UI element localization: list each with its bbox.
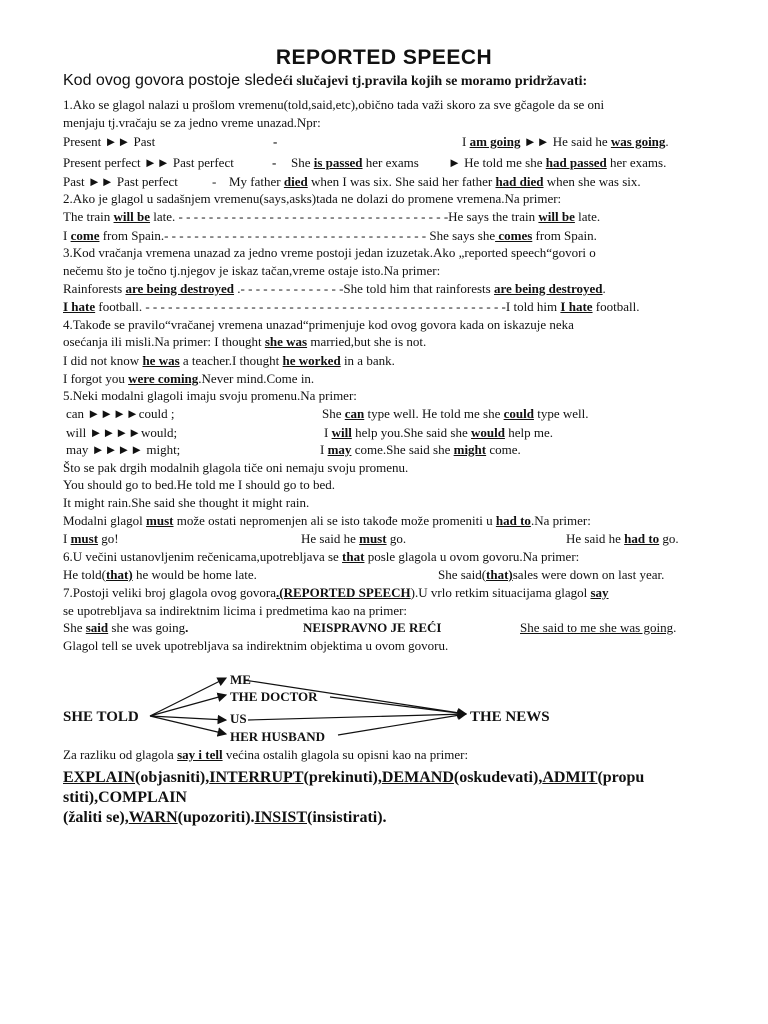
rule7-example-1: She said she was going. [63, 620, 189, 635]
outro-line1: Za razliku od glagola say i tell većina ostalih glagola su opisni kao na primer: [63, 747, 469, 762]
outro-line3: stiti),COMPLAIN [63, 789, 187, 806]
rule5-line8: Modalni glagol must može ostati nepromenjen ali se isto takođe može promeniti u had to.Na primer: [63, 513, 591, 528]
rule3-line1: 3.Kod vračanja vremena unazad za jedno vreme postoji jedan izuzetak.Ako „reported speech“govori o [63, 245, 596, 260]
arrow-to-doctor [150, 695, 226, 716]
rule5-line7: It might rain.She said she thought it might rain. [63, 495, 310, 510]
can-example: She can type well. He told me she could type well. [322, 406, 589, 421]
intro-sans: Kod ovog govora postoje slede [63, 72, 283, 89]
intro-serif: ći slučajevi tj.pravila kojih se moramo pridržavati: [282, 74, 588, 89]
rule7-line4: Glagol tell se uvek upotrebljava sa indirektnim objektima u ovom govoru. [63, 638, 449, 653]
rule2-spain: I come from Spain.- - - - - - - - - - - - - - - - - - - - - - - - - - - - - - - - - - - She says she comes from Spain. [63, 228, 597, 243]
present-example: I am going ►► He said he was going. [462, 134, 669, 149]
object-husband: HER HUSBAND [230, 729, 325, 744]
must-example-2: He said he must go. [301, 531, 407, 546]
the-news-label: THE NEWS [470, 709, 550, 725]
rule6-example-2: She said(that)sales were down on last year. [438, 567, 665, 582]
past-example: My father died when I was six. She said her father had died when she was six. [229, 174, 641, 189]
diagram-arrows [0, 668, 768, 748]
rule6-example-1: He told(that) he would be home late. [63, 567, 257, 582]
perfect-dash: - [272, 155, 277, 170]
past-dash: - [212, 174, 217, 189]
rule4-line2: osećanja ili misli.Na primer: I thought she was married,but she is not. [63, 334, 427, 349]
rule5-line5: Što se pak drgih modalnih glagola tiče oni nemaju svoju promenu. [63, 460, 409, 475]
outro-line2: EXPLAIN(objasniti),INTERRUPT(prekinuti),DEMAND(oskudevati),ADMIT(propu [63, 769, 645, 786]
she-told-label: SHE TOLD [63, 709, 139, 725]
rule7-line1: 7.Postoji veliki broj glagola ovog govora.(REPORTED SPEECH).U vrlo retkim situacijama glagol say [63, 585, 609, 600]
rule5-line6: You should go to bed.He told me I should go to bed. [63, 477, 336, 492]
present-perfect-label: Present perfect ►► Past perfect [63, 155, 234, 170]
rule2-train: The train will be late. - - - - - - - - - - - - - - - - - - - - - - - - - - - - - - - - - - - -He says the train will be late. [63, 209, 601, 224]
must-example-3: He said he had to go. [566, 531, 679, 546]
rule2-line1: 2.Ako je glagol u sadašnjem vremenu(says,asks)tada ne dolazi do promene vremena.Na primer: [63, 191, 562, 206]
rule3-rainforests: Rainforests are being destroyed .- - - - - - - - - - - - - -She told him that rainforests are being destroyed. [63, 281, 606, 296]
rule6-line1: 6.U večini ustanovljenim rečenicama,upotrebljava se that posle glagola u ovom govoru.Na primer: [63, 549, 580, 564]
arrow-to-us [150, 716, 226, 720]
rule3-football: I hate football. - - - - - - - - - - - - - - - - - - - - - - - - - - - - - - - - - - - - - - - - - - - - - - - -I told him I hate football. [63, 299, 640, 314]
rule4-line3: I did not know he was a teacher.I thought he worked in a bank. [63, 353, 395, 368]
rule4-line1: 4.Takođe se pravilo“vračanej vremena unazad“primenjuje kod ovog govora kada on iskazuje neka [63, 317, 574, 332]
past-label: Past ►► Past perfect [63, 174, 178, 189]
object-doctor: THE DOCTOR [230, 689, 318, 704]
incorrect-label: NEISPRAVNO JE REĆI [303, 620, 442, 635]
perfect-example-1: She is passed her exams [291, 155, 419, 170]
object-us: US [230, 711, 247, 726]
arrow-to-me [150, 678, 226, 716]
will-example: I will help you.She said she would help me. [324, 425, 553, 440]
page-title: REPORTED SPEECH [275, 46, 493, 69]
tell-diagram [0, 668, 768, 748]
intro-line [63, 73, 587, 90]
must-example-1: I must go! [63, 531, 119, 546]
object-me: ME [230, 672, 251, 687]
present-tense-label: Present ►► Past [63, 134, 156, 149]
rule4-line4: I forgot you were coming.Never mind.Come in. [63, 371, 315, 386]
rule5-line1: 5.Neki modalni glagoli imaju svoju promenu.Na primer: [63, 388, 357, 403]
rule7-example-2: She said to me she was going. [520, 620, 677, 635]
can-label: can ►►►►could ; [66, 406, 175, 421]
may-example: I may come.She said she might come. [320, 442, 521, 457]
rule1-line2: menjaju tj.vračaju se za jedno vreme unazad.Npr: [63, 115, 321, 130]
rule7-line2: se upotrebljava sa indirektnim licima i predmetima kao na primer: [63, 603, 408, 618]
arrow-to-husband [150, 716, 226, 734]
perfect-example-2: ► He told me she had passed her exams. [448, 155, 667, 170]
arrow-doctor-news [330, 697, 466, 714]
rule3-line2: nečemu što je točno tj.njegov je iskaz tačan,vreme ostaje isto.Na primer: [63, 263, 441, 278]
may-label: may ►►►► might; [66, 442, 181, 457]
present-dash: - [273, 134, 278, 149]
will-label: will ►►►►would; [66, 425, 178, 440]
rule1-line1: 1.Ako se glagol nalazi u prošlom vremenu(told,said,etc),obično tada važi skoro za sve gčagole da se oni [63, 97, 605, 112]
outro-line4: (žaliti se),WARN(upozoriti).INSIST(insistirati). [63, 809, 387, 826]
